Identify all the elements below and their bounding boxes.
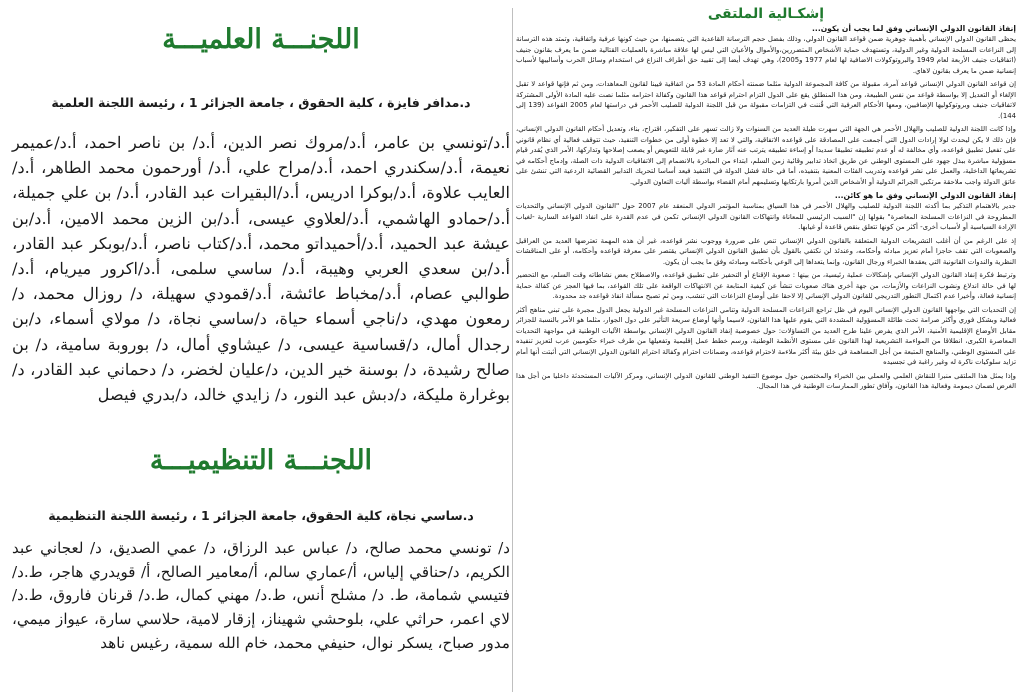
scientific-committee-chair: د.مدافر فايزة ، كلية الحقوق ، جامعة الجزائر 1 ، رئيسة اللجنة العلمية: [51, 95, 471, 110]
paragraph: وإذا يمثل هذا الملتقى منبرا للنقاش العلمي والعملي بين الخبراء والمختصين حول موضوع التنفيذ الوطني للقانون الدولي الإنساني، ومركز الآليات المستحدثة داخليا من أجل هذا الغرض لضمان ديمومة وفعالية هذا القانون، وآفاق تطور الممارسات الوطنية في هذا المجال.: [516, 371, 1016, 390]
problematic-column: [516, 6, 1016, 694]
organizing-committee-members: د/ تونسي محمد صالح، د/ عباس عبد الرزاق، د/ عمي الصديق، د/ لعجاني عبد الكريم، د/حناقي إلياس، أ/عماري سالم، أ/معامير الصالح، أ/ قويدري هاجر، ط.د/ فتيسي شمامة، ط. د/ مشلح أنس، ط.د/ مهني كمال، ط.د/ قرنان فاروق، ط.د/ لاي اعمر، حراثي علي، بلوحشي شهيناز، إزقار لامية، حلاسي سارة، عيواز ميمي، مدور صباح، يسكر نوال، حنيفي محمد، خام الله سمية، رغيس ناهد: [12, 539, 510, 652]
paragraph: جدير بالاهتمام التذكير بما أكدته اللجنة الدولية للصليب والهلال الأحمر في هذا السياق بمناسبة المؤتمر الدولي المنعقد عام 2007 حول "القانون الدولي الإنساني والتحديات المطروحة في النزاعات المسلحة المعاصرة" بقولها إن "السبب الرئيسي للمعاناة وانتهاكات القانون الدولي الإنساني تكمن في عدم القدرة على انفاذ القواعد السارية -لغياب الإرادة السياسية أو لأسباب أخرى- أكثر من كونها تتعلق بنقص قاعدة أو غيابها.: [516, 202, 1016, 231]
paragraph: إن التحديات التي يواجهها القانون الدولي الإنساني اليوم في ظل تراجع النزاعات المسلحة الدولية وتنامي النزاعات المسلحة غير الدولية يجعل الدول مجبرة على تبني مناهج أكثر فعالية وبشكل فوري وأكثر صرامة تحت طائلة المسؤولية المشددة التي يقوم عليها هذا القانون، لاسيما وأنها أوضاع سريعة التأثير على دول الجوار، مثلما هو الأمر بالنسبة للجزائر مقابل الأوضاع الإقليمية الأمنية، الأمر الذي يفرض علينا طرح العديد من التساؤلات: حول خصوصية إنفاذ القانون الدولي الإنساني بواسطة الآليات الوطنية في مواجهة التحديات المعاصرة الكبرى، انطلاقا من المواءمة التشريعية لهذا القانون على مستوى الأنظمة الوطنية، ورسم خطط عمل إقليمية وتفعيلها من طرف خبراء حكوميين عرب لتعزيز تنفيذه على المستوى الوطني، والمناهج المتبعة من أجل المساهمة في خلق بيئة أكثر ملاءمة لاحترام قواعده، وضمانات احترام وكفالة احترام القانون الدولي الإنساني التي أثبتت أنها أمام تزايد سلوكيات ناكرة له وغير راغبة في تجسيده: [516, 305, 1016, 366]
paragraph: إن قواعد القانون الدولي الإنساني قواعد آمرة، مقبولة من كافة المجموعة الدولية مثلما ضمنته أحكام المادة 53 من اتفاقية فيينا لقانون المعاهدات، ومن ثم فإنها قواعد لا تقبل الإلغاء أو التعديل إلا بواسطة قواعد من نفس الطبيعة، ومن هذا المنطلق يقع على الدول التزام احترام قواعد هذا القانون وكفالة احترامه مثلما نصت عليه المادة الأولى المشتركة لاتفاقيات جنيف وبروتوكوليها الإضافيين، ومعها الأحكام العرفية التي قُننت في التزامات مقبولة من قبل اللجنة الدولية للصليب الأحمر في دراستها لعام 2005 القواعد (139 إلى 144).: [516, 80, 1016, 120]
paragraph: وترتبط فكرة إنفاذ القانون الدولي الإنساني بإشكالات عملية رئيسية، من بينها : صعوبة الإقناع أو التحفيز على تطبيق قواعده، والاصطلاح بعض نشاطاته وقت السلم، مع التحضير لها في حالة اندلاع ونشوب النزاعات والأزمات، من جهة أخرى هناك صعوبات تنشأ عن كيفية المتابعة عن الانتهاكات الواقعة على تلك القواعد، بما فيها العجز عن كفالة حماية إنسانية فعالة، وأخيرا عدم اكتمال التطور التدريجي للقانون الدولي الإنساني إلا لاحقا على أوضاع النزاعات التي تنشب، ومن ثم تصبح مسألة انفاذ قواعده جد محدودة.: [516, 271, 1016, 300]
section-subtitle: إنفاذ القانون الدولي الإنساني وفق لما يجب أن يكون...: [812, 24, 1016, 33]
organizing-committee-title: اللجنـــة التنظيميـــة: [149, 445, 373, 477]
problematic-title: إشكـالية الملتقى: [707, 6, 825, 22]
paragraph: وإذا كانت اللجنة الدولية للصليب والهلال الأحمر هي الجهة التي سهرت طيلة العديد من السنوات ولا زالت تسهر على التفكير، اقتراح، بناء، وتعديل أحكام القانون الدولي الإنساني، فإن ذلك لا يكن ليحدث لولا إرادات الدول التي أجمعت على المصادقة على قواعده الاتفاقية، والتي لا تعد إلا خطوة أولى من خطوات التنفيذ، حيث تتوقف فعالية أي نظام قانوني على تفعيل تطبيق قواعده، وأي مخالفة له أو عدم تطبيقه تطبيقا سديدا أو إساءة تطبيقه يترتب عنه آثار ضارة غير قابلة للتعويض أو يصعب إصلاحها وتداركها، الأمر الذي يُقدر قيام مسؤولية مباشرة ببذل جهود على المستوى الوطني عن طريق اتخاذ تدابير وقائية زمن السلم، ابتداء من المبادرة بالانضمام إلى الاتفاقيات الدولية ذات الصلة، وإدماج أحكامه في تشريعاتها الداخلية، والعمل على نشر قواعده وتدريب الفئات المعنية بتنفيذه، أما في حالة فشل الدولة في التنفيذ فيعد أساسا لتحريك التدابير القضائية الردعية التي تنشئ على عاتق الدولة واجب ملاحقة مرتكبي الجرائم الدولية أو الأشخاص الذين أمروا بارتكابها وتسليمهم أمام القضاء بواسطة آليات التعاون الدولي.: [516, 125, 1016, 186]
paragraph: إذ على الرغم من أن أغلب التشريعات الدولية المتعلقة بالقانون الدولي الإنساني تنص على ضرورة ووجوب نشر قواعده، غير أن هذه المهمة تعترضها العديد من العراقيل والصعوبات التي تقف حاجزا أمام تعزيز مبادئه وأحكامه، وعندئذ لن نكتفي بالقول بأن تطبيق القانون الدولي الإنساني يقتصر على معرفة قواعده وأحكامه، أو على المناقشات النظرية والندوات القانونية التي يعقدها الخبراء ورجال القانون، وإنما يتعداها إلى الوعي بأحكامه ومبادئه وفق ما يجب أن يكون.: [516, 236, 1016, 266]
scientific-committee: [12, 24, 510, 407]
paragraph: يحظى القانون الدولي الإنساني بأهمية جوهرية ضمن قواعد القانون الدولي، وذلك بفضل حجم الترسانة القاعدية التي يتضمنها، من حيث كونها عرفية واتفاقية، وتمتد هذه الترسانة إلى النزاعات المسلحة الدولية وغير الدولية، وتستهدف حماية الأشخاص المتضررين،والأموال والأعيان التي ليس لها علاقة مباشرة بالعمليات القتالية ضمن ما يعرف بقانون جنيف (اتفاقيات جنيف الأربعة لعام 1949 والبروتوكولات الاضافية لها لعام 1977 و2005)، وهي تهدف أيضا إلى تقييد حق أطراف النزاع في استخدام وسائل الحرب وأساليبها لأسباب إنسانية ضمن ما يعرف بقانون لاهاي.: [516, 35, 1016, 75]
organizing-committee: [12, 445, 510, 655]
scientific-committee-members: أ.د/تونسي بن عامر، أ.د/مروك نصر الدين، أ.د/ بن ناصر احمد، أ.د/عميمر نعيمة، أ.د/سكندري احمد، أ.د/مراح علي، أ.د/ أورحمون محمد الطاهر، أ.د/العايب علاوة، أ.د/بوكرا ادريس، أ.د/البقيرات عبد القادر، أ.د/ بن علي جميلة، أ.د/حمادو الهاشمي، أ.د/لعلاوي عيسى، أ.د/بن الزين محمد الامين، أ.د/بن عيشة عبد الحميد، أ.د/أحميداتو محمد، أ.د/كتاب ناصر، أ.د/بوبكر عبد القادر، أ.د/بن سعدي العربي وهيبة، أ.د/ ساسي سلمى، أ.د/اكرور ميريام، أ.د/طوالبي عصام، أ.د/مخباط عائشة، أ.د/قمودي سهيلة، د/ روزال محمد، د/ رمعون مهدي، د/ناجي أسماء حياة، د/ساسي نجاة، د/ مولاي أسماء، د/بن رجدال أمال، د/قساسية عيسى، د/ عيشاوي أمال، د/ بوروبة سامية، د/ بن صالح رشيدة، د/ بوسنة خير الدين، د/عليان لخضر، د/ دحماني عبد القادر، د/بوغرارة مليكة، د/دبش عبد النور، د/ زايدي خالد، د/بدري فيصل: [12, 133, 510, 405]
committees-column: [12, 14, 510, 690]
column-divider: [512, 8, 513, 692]
scientific-committee-title: اللجنـــة العلميـــة: [162, 24, 360, 55]
organizing-committee-chair: د.ساسي نجاة، كلية الحقوق، جامعة الجزائر 1 ، رئيسة اللجنة التنظيمية: [48, 508, 474, 524]
section-subtitle: إنفاذ القانون الدولي الإنساني وفق ما هو كائن...: [834, 191, 1016, 200]
